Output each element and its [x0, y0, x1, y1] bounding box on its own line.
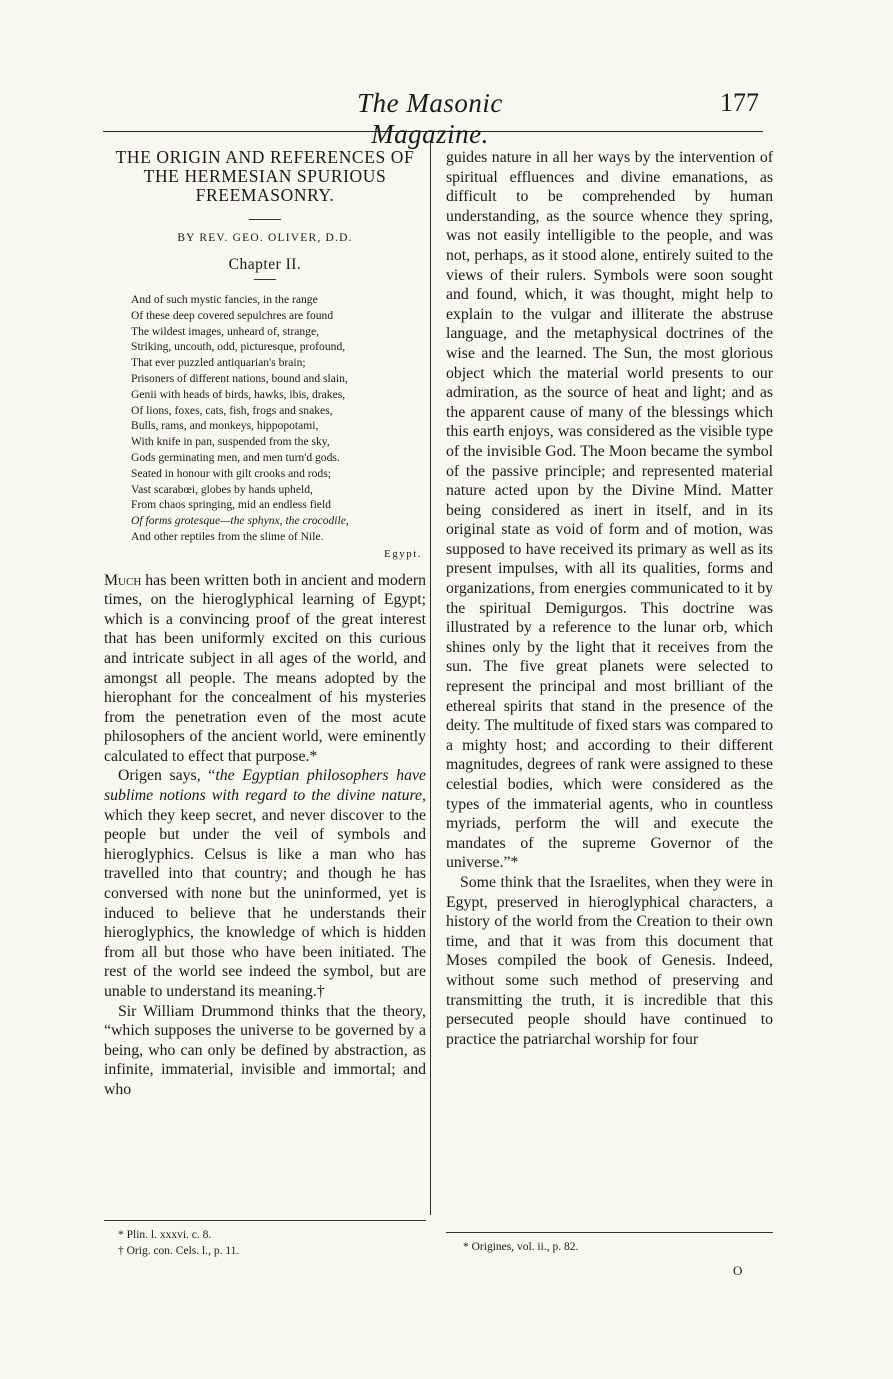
- footnote-rule: [446, 1232, 773, 1233]
- quotation-italic: the Egyptian philosophers have sublime notions with regard to the divine nature,: [104, 767, 426, 805]
- epigraph-line: Seated in honour with gilt crooks and rods;: [131, 466, 331, 480]
- paragraph: guides nature in all her ways by the intervention of spiritual effluences and divine emanations, as difficult to be comprehended by human understanding, as the source whence they spring, was not easily intelligible to the people, and was not, perhaps, as it stood alone, entirely suited to the views of their rulers. Symbols were soon sought and found, which, it was thought, might help to explain to the vulgar and illiterate the abstruse language, and the metaphysical doctrines of the wise and the learned. The Sun, the most glorious object which the material world presents to our admiration, as the source of heat and light; and as the apparent cause of many of the blessings which this earth enjoys, was considered as the visible type of the invisible God. The Moon became the symbol of the passive principle; and represented material nature acted upon by the Divine Mind. Matter being considered as inert in itself, and in its original state as void of form and of motion, was supposed to have received its primary as well as its present impulses, with all its qualities, forms and organizations, from energies communicated to it by the spiritual Demigurgos. This doctrine was illustrated by a reference to the lunar orb, which shines only by the light that it receives from the sun. The five great planets were selected to represent the principal and most brilliant of the ethereal spirits that stand in the presence of the deity. The multitude of fixed stars was compared to a mighty host; and according to their different magnitudes, degrees of rank were assigned to these celestial bodies, which were considered as the types of the immaterial agents, who in countless myriads, perform the will and execute the mandates of the supreme Governor of the universe.”*: [446, 149, 773, 872]
- footnote: * Origines, vol. ii., p. 82.: [463, 1241, 579, 1253]
- epigraph-line: Genii with heads of birds, hawks, ibis, drakes,: [131, 387, 346, 401]
- header-rule: [103, 131, 763, 132]
- paragraph: [104, 571, 426, 767]
- left-column: [104, 148, 426, 1100]
- magazine-title: The Masonic Magazine.: [357, 88, 503, 149]
- page-number: 177: [720, 88, 759, 117]
- epigraph-line: And of such mystic fancies, in the range: [131, 293, 318, 306]
- running-head: [0, 88, 893, 149]
- paragraph-text: which they keep secret, and never discover to the people but under the veil of symbols and hieroglyphics. Celsus is like a man who has travelled into that country; and though he has conversed with none but the uninformed, yet is induced to believe that he understands their hieroglyphics, the knowledge of which is hidden from all but those who have been initiated. The rest of the world see indeed the symbol, but are unable to understand its meaning.†: [104, 806, 426, 1001]
- epigraph-line: And other reptiles from the slime of Nile.: [131, 529, 324, 543]
- epigraph-line: Of these deep covered sepulchres are found: [131, 308, 334, 322]
- epigraph-line: Of forms grotesque—the sphynx, the crocodile,: [131, 514, 349, 528]
- epigraph-line: Of lions, foxes, cats, fish, frogs and snakes,: [131, 403, 333, 417]
- article-title: THE ORIGIN AND REFERENCES OF THE HERMESIAN SPURIOUS FREEMASONRY.: [115, 147, 415, 205]
- drop-word: Much: [104, 571, 142, 589]
- epigraph-line: Gods germinating men, and men turn'd gods.: [131, 450, 340, 464]
- paragraph-text: has been written both in ancient and modern times, on the hieroglyphical learning of Egypt; which is a convincing proof of the great interest that has been uniformly excited on this curious and intricate subject in all ages of the world, and amongst all people. The means adopted by the hierophant for the concealment of his mysteries from the penetration even of the most acute philosophers of the ancient world, were eminently calculated to effect that purpose.*: [104, 571, 426, 765]
- byline: BY REV. GEO. OLIVER, D.D.: [177, 232, 353, 244]
- epigraph-line: From chaos springing, mid an endless field: [131, 498, 331, 512]
- right-column: [446, 148, 773, 1049]
- column-divider: [430, 140, 431, 1215]
- footnotes-right: [463, 1240, 578, 1256]
- epigraph-line: The wildest images, unheard of, strange,: [131, 324, 320, 338]
- paragraph: Some think that the Israelites, when they were in Egypt, preserved in hieroglyphical characters, a history of the world from the Creation to their own time, and that it was from this document that Moses compiled the book of Genesis. Indeed, without some such method of preserving and transmitting the truth, it is incredible that this persecuted people should have continued to practice the patriarchal worship for four: [446, 873, 773, 1048]
- epigraph-line: Vast scarabœi, globes by hands upheld,: [131, 482, 313, 496]
- paragraph: Sir William Drummond thinks that the theory, “which supposes the universe to be governed by a being, who can only be defined by abstraction, as infinite, immaterial, invisible and immortal; and who: [104, 1002, 426, 1098]
- epigraph: [131, 292, 426, 563]
- footnote-rule: [104, 1220, 426, 1221]
- chapter-rule: [254, 279, 276, 280]
- title-rule: [249, 219, 281, 220]
- epigraph-line: Prisoners of different nations, bound and slain,: [131, 371, 348, 385]
- paragraph-text: Origen says, “: [118, 767, 216, 785]
- signature-mark: O: [733, 1263, 743, 1278]
- footnotes-left: [118, 1228, 239, 1259]
- footnote: * Plin. l. xxxvi. c. 8.: [118, 1229, 212, 1241]
- epigraph-line: That ever puzzled antiquarian's brain;: [131, 356, 306, 370]
- epigraph-line: With knife in pan, suspended from the sky,: [131, 435, 330, 449]
- footnote: † Orig. con. Cels. l., p. 11.: [118, 1244, 240, 1257]
- chapter-heading: Chapter II.: [228, 256, 302, 273]
- epigraph-line: Bulls, rams, and monkeys, hippopotami,: [131, 419, 319, 433]
- epigraph-line: Striking, uncouth, odd, picturesque, profound,: [131, 340, 346, 354]
- paragraph: [104, 766, 426, 1001]
- epigraph-source: Egypt.: [383, 547, 422, 560]
